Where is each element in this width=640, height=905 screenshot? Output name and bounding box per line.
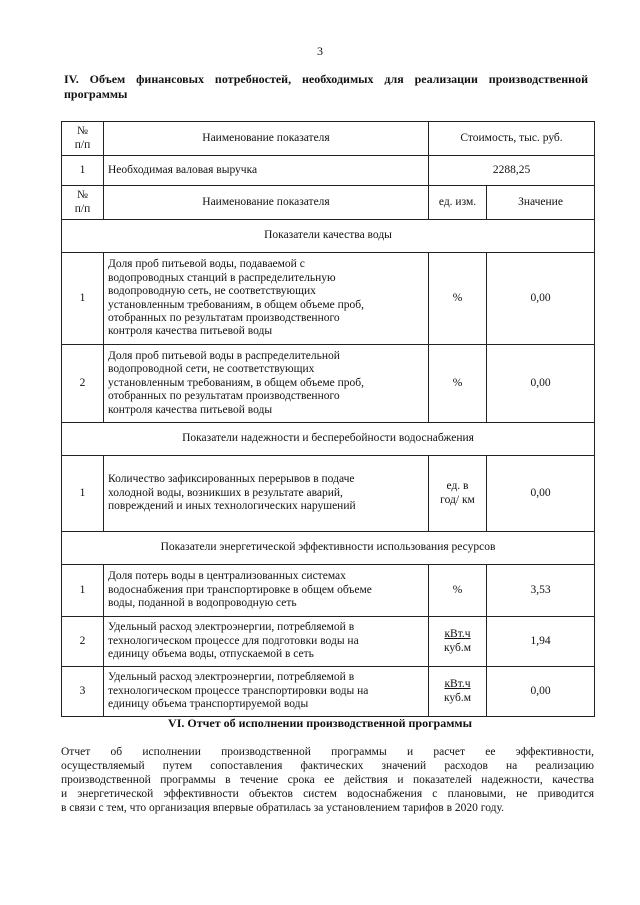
description-line: Удельный расход электроэнергии, потребляемой в [108,621,355,634]
indicator-value: 1,94 [487,617,595,667]
description-line: технологическом процессе для подготовки воды на [108,634,359,647]
table-body [62,122,595,717]
indicator-num: 2 [62,617,104,667]
description-line: отобранных по результатам производственного [108,390,340,403]
page-number: 3 [317,44,323,58]
header-num-cell [62,122,104,156]
indicator-row [62,667,595,717]
unit-numerator: ед. в [446,480,469,493]
revenue-row [62,156,595,186]
indicator-value: 0,00 [487,345,595,423]
indicator-value: 0,00 [487,667,595,717]
indicator-row [62,565,595,617]
indicator-description [104,456,429,532]
indicator-description [104,345,429,423]
group-title: Показатели надежности и бесперебойности водоснабжения [62,423,595,456]
indicator-description [104,253,429,345]
indicator-row [62,456,595,532]
group-title: Показатели качества воды [62,220,595,253]
description-line: Количество зафиксированных перерывов в подаче [108,473,355,486]
report-line: и энергетической эффективности объектов систем водоснабжения с плановыми, не приводится [61,788,594,800]
indicator-unit [429,617,487,667]
description-line: контроля качества питьевой воды [108,325,273,338]
description-line: установленным требованиям, в общем объеме проб, [108,376,364,389]
header2-num-cell [62,186,104,220]
indicator-num: 2 [62,345,104,423]
indicator-num: 1 [62,253,104,345]
group-title-row [62,423,595,456]
description-line: Доля проб питьевой воды в распределительной [108,349,340,362]
description-line: отобранных по результатам производственного [108,311,340,324]
description-line: Доля проб питьевой воды, подаваемой с [108,258,305,271]
header2-num: № п/п [74,189,91,215]
indicator-description [104,667,429,717]
description-line: повреждений и иных технологических нарушений [108,500,356,513]
indicator-num: 1 [62,456,104,532]
report-title: VI. Отчет об исполнении производственной программы [168,716,472,730]
description-line: воды, поданной в водопроводную сеть [108,597,297,610]
indicator-value: 0,00 [487,253,595,345]
section-heading: IV. Объем финансовых потребностей, необходимых для реализации производственной программы [64,72,588,101]
description-line: Доля потерь воды в централизованных системах [108,570,346,583]
unit-numerator: кВт.ч [444,678,471,691]
indicator-unit: % [429,565,487,617]
indicator-num: 3 [62,667,104,717]
description-line: технологическом процессе транспортировки воды на [108,684,369,697]
unit-denominator: куб.м [443,691,472,704]
unit-denominator: год/ км [440,493,475,506]
report-line: осуществляемый путем сопоставления фактических значений расходов на реализацию [61,760,594,772]
header2-value: Значение [487,186,595,220]
unit-numerator: кВт.ч [444,628,471,641]
revenue-value: 2288,25 [429,156,595,186]
indicator-unit [429,456,487,532]
report-line: в связи с тем, что организация впервые обратилась за установлением тарифов в 2020 году. [61,802,504,814]
description-line: контроля качества питьевой воды [108,403,273,416]
report-line: Отчет об исполнении производственной программы и расчет ее эффективности, [61,746,594,758]
header-cost: Стоимость, тыс. руб. [460,131,563,144]
indicator-unit [429,667,487,717]
description-line: водопроводных станций в распределительную [108,271,336,284]
indicator-header-row [62,186,595,220]
indicator-unit: % [429,345,487,423]
indicator-num: 1 [62,565,104,617]
header2-unit: ед. изм. [429,186,487,220]
header2-name: Наименование показателя [104,186,429,220]
report-line: производственной программы в течение срока ее действия и показателей надежности, качества [61,774,594,786]
revenue-num: 1 [62,156,104,186]
header-cost-cell [429,122,595,156]
description-line: холодной воды, возникших в результате аварий, [108,486,343,499]
description-line: единицу объема транспортируемой воды [108,698,309,711]
revenue-name: Необходимая валовая выручка [104,156,429,186]
indicator-description [104,617,429,667]
description-line: установленным требованиям, в общем объеме проб, [108,298,364,311]
group-title-row [62,532,595,565]
group-title: Показатели энергетической эффективности использования ресурсов [62,532,595,565]
indicator-value: 0,00 [487,456,595,532]
description-line: водопроводной сети, не соответствующих [108,363,315,376]
header-name-cell [104,122,429,156]
header-name: Наименование показателя [202,131,330,144]
group-title-row [62,220,595,253]
indicator-unit: % [429,253,487,345]
description-line: водоснабжения при транспортировке в общем объеме [108,583,372,596]
description-line: единицу объема воды, отпускаемой в сеть [108,648,314,661]
table-header-row [62,122,595,156]
indicator-description [104,565,429,617]
indicator-value: 3,53 [487,565,595,617]
unit-denominator: куб.м [443,641,472,654]
report-paragraph [61,745,594,815]
indicator-row [62,617,595,667]
header-num: № п/п [74,125,91,151]
description-line: Удельный расход электроэнергии, потребляемой в [108,671,355,684]
indicator-row [62,253,595,345]
description-line: водопроводную сеть, не соответствующих [108,285,316,298]
indicator-row [62,345,595,423]
financial-needs-table [61,121,595,717]
